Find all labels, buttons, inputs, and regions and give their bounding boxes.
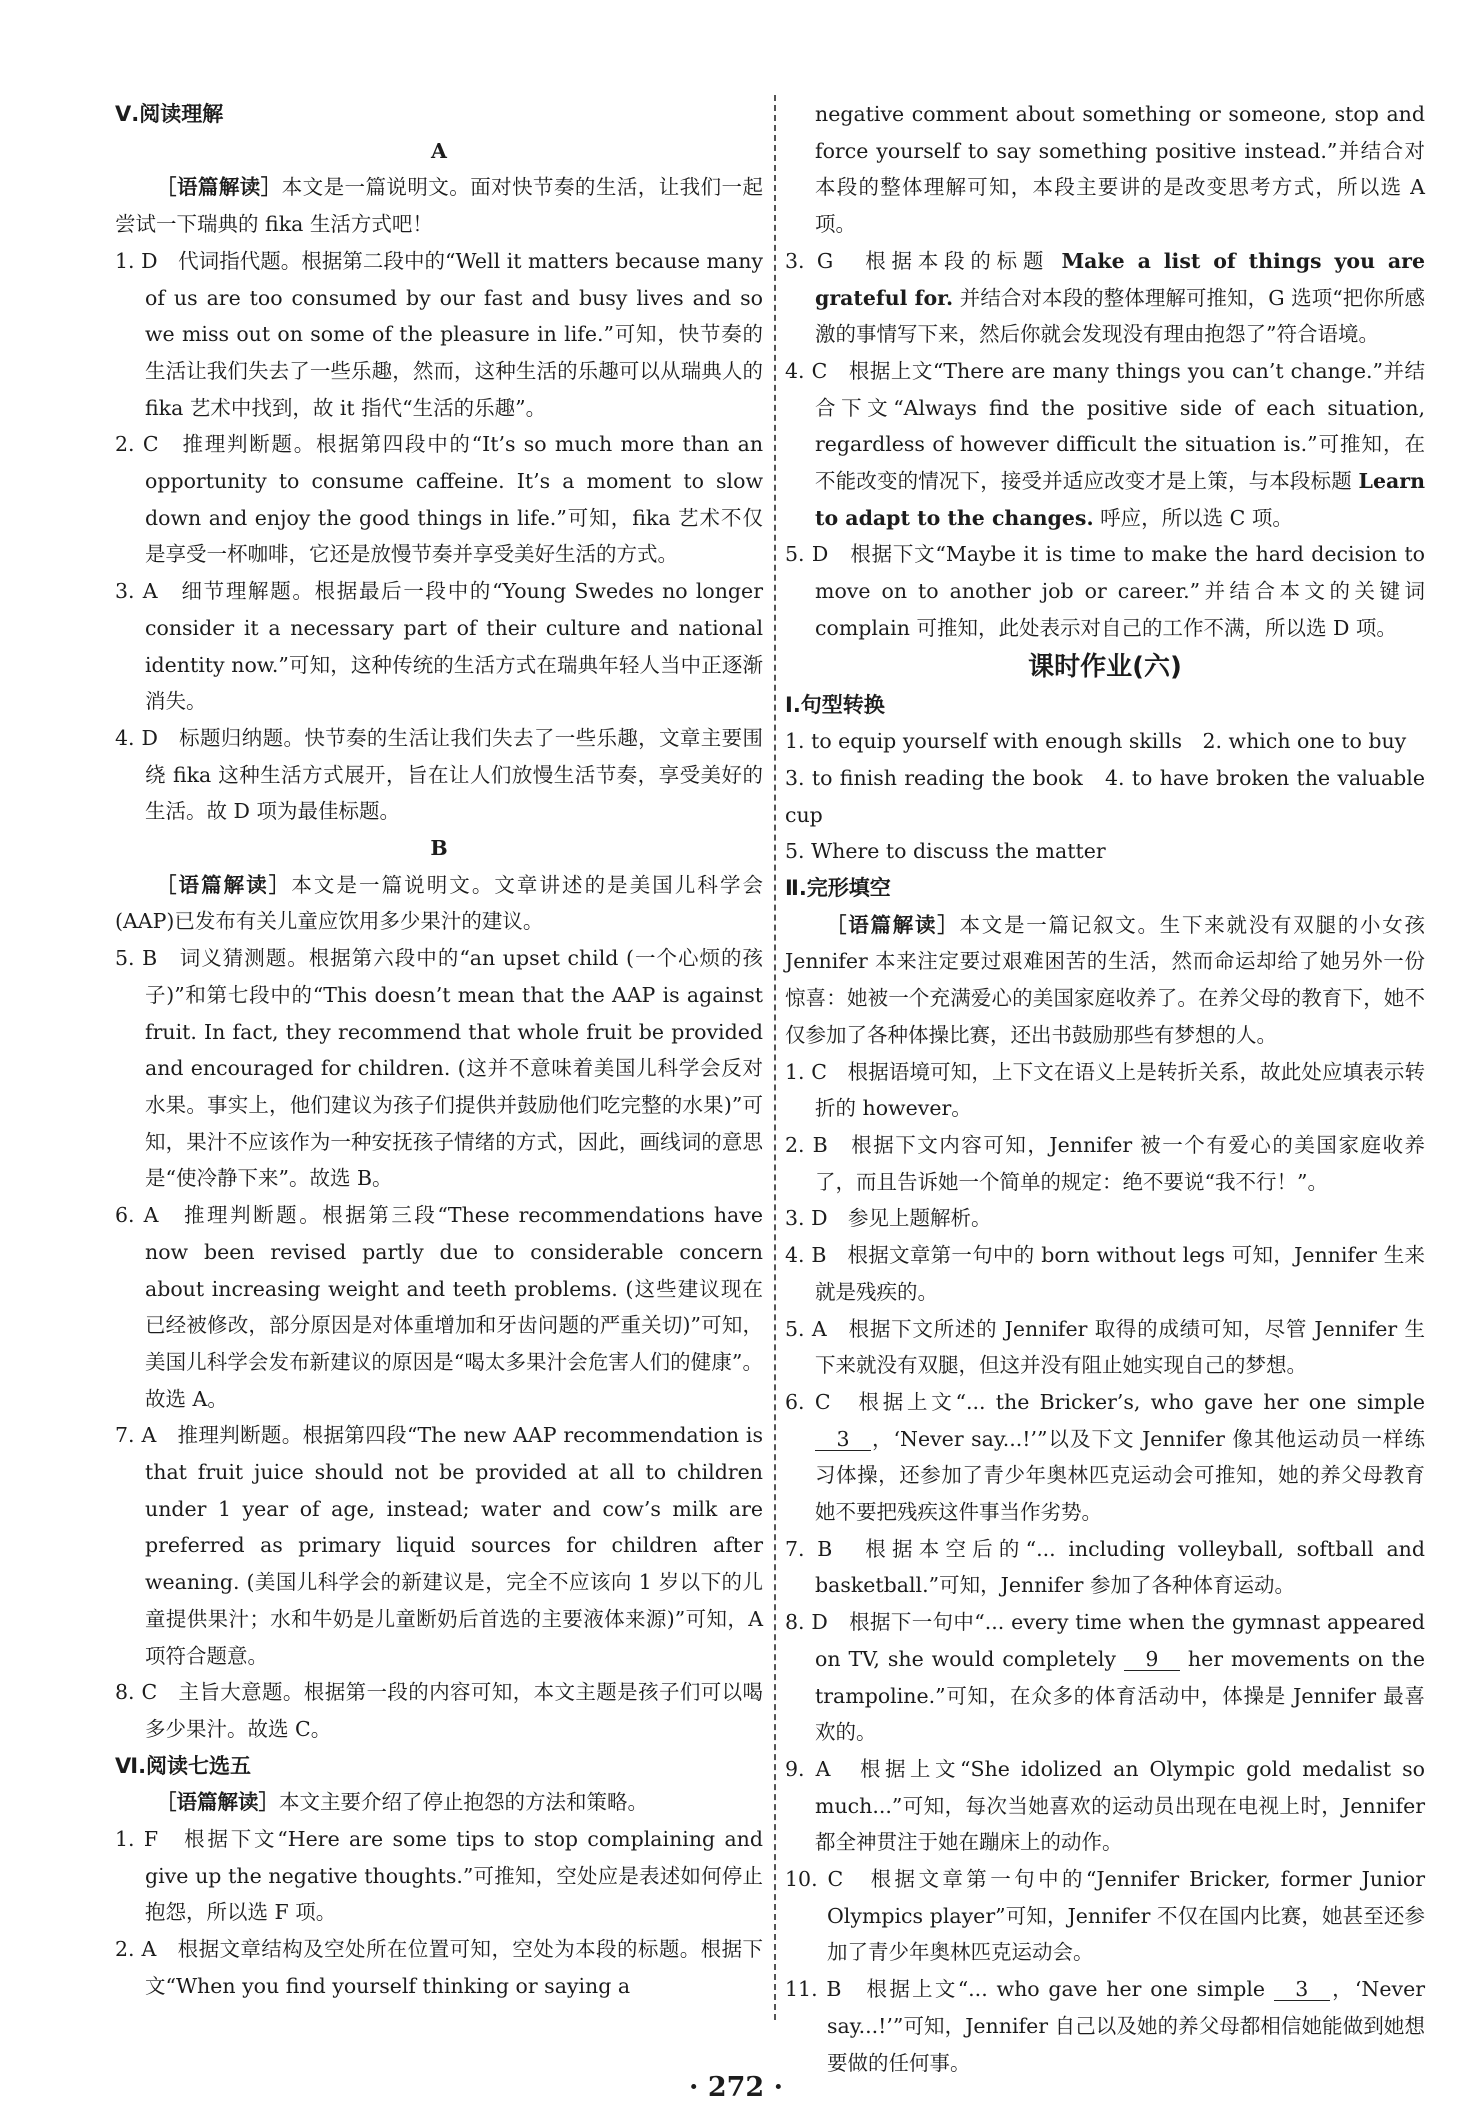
answer-item: 2. C 推理判断题。根据第四段中的“It’s so much more than an opportunity to consume caffeine. It’s a moment to slow down and enjoy the good things in life.”可知，fika 艺术不仅是享受一杯咖啡，它还是放慢节奏并享受美好生活的方式。 bbox=[115, 432, 764, 567]
sentence-answer-line: 3. to finish reading the book 4. to have broken the valuable cup bbox=[785, 765, 1425, 827]
answer-item: 3. A 细节理解题。根据最后一段中的“Young Swedes no longer consider it a necessary part of their culture and national identity now.”可知，这种传统的生活方式在瑞典年轻人当中正逐渐消失。 bbox=[115, 579, 763, 714]
answer-item: 5. D 根据下文“Maybe it is time to make the hard decision to move on to another job or career.”并结合本文的关键词 complain 可推知，此处表示对自己的工作不满，所以选 D 项。 bbox=[785, 542, 1426, 640]
answer-item: 7. A 推理判断题。根据第四段“The new AAP recommendation is that fruit juice should not be provided at all to children under 1 year of age, instead; water and cow’s milk are preferred as primary liquid sources for children after weaning. (美国儿科学会的新建议是，完全不应该向 1 岁以下的儿童提供果汁；水和牛奶是儿童断奶后首选的主要液体来源)”可知，A 项符合题意。 bbox=[115, 1423, 763, 1668]
answer-item: 1. F 根据下文“Here are some tips to stop complaining and give up the negative thoughts.”可推知，空处应是表述如何停止抱怨，所以选 F 项。 bbox=[115, 1827, 764, 1925]
left-column bbox=[115, 96, 763, 2005]
section-title-cloze: Ⅱ.完形填空 bbox=[785, 876, 891, 901]
passage-label-b: B bbox=[430, 836, 448, 861]
answer-item: 3. D 参见上题解析。 bbox=[785, 1206, 992, 1231]
answer-item: 6. C 根据上文“... the Bricker’s, who gave her one simple 3 ，‘Never say...!’”以及下文 Jennifer 像其他运动员一样练习体操，还参加了青少年奥林匹克运动会可推知，她的养父母教育她不要把残疾这件事当作劣势。 bbox=[785, 1389, 1426, 1525]
answer-item: 10. C 根据文章第一句中的“Jennifer Bricker, former Junior Olympics player”可知，Jennifer 不仅在国内比赛，她甚至还参加了青少年奥林匹克运动会。 bbox=[785, 1867, 1425, 1965]
intro-text: 本文是一篇记叙文。生下来就没有双腿的小女孩 Jennifer 本来注定要过艰难困苦的生活，然而命运却给了她另外一份惊喜：她被一个充满爱心的美国家庭收养了。在养父母的教育下，她不仅参加了各种体操比赛，还出书鼓励那些有梦想的人。 bbox=[785, 912, 1425, 1047]
answer-item: 1. C 根据语境可知，上下文在语义上是转折关系，故此处应填表示转折的 however。 bbox=[785, 1059, 1425, 1121]
answer-item: 8. C 主旨大意题。根据第一段的内容可知，本文主题是孩子们可以喝多少果汁。故选 C。 bbox=[115, 1680, 764, 1741]
intro-tag: ［语篇解读］ bbox=[826, 912, 960, 937]
intro-text: 本文主要介绍了停止抱怨的方法和策略。 bbox=[279, 1790, 648, 1815]
section-title-sentence-transform: Ⅰ.句型转换 bbox=[785, 692, 885, 717]
answer-item: 6. A 推理判断题。根据第三段“These recommendations have now been revised partly due to considerable concern about increasing weight and teeth problems. (这些建议现在已经被修改，部分原因是对体重增加和牙齿问题的严重关切)”可知，美国儿科学会发布新建议的原因是“喝太多果汁会危害人们的健康”。故选 A。 bbox=[115, 1203, 763, 1411]
answer-item: 4. B 根据文章第一句中的 born without legs 可知，Jennifer 生来就是残疾的。 bbox=[785, 1243, 1426, 1304]
fill-blank: 3 bbox=[815, 1428, 871, 1451]
section6-intro bbox=[115, 1784, 763, 1821]
answer-item: 3. G 根据本段的标题 Make a list of things you are grateful for. 并结合对本段的整体理解可推知，G 选项“把你所感激的事情写下来，然后你就会发现没有理由抱怨了”符合语境。 bbox=[785, 248, 1426, 347]
answer-item: 2. A 根据文章结构及空处所在位置可知，空处为本段的标题。根据下文“When you find yourself thinking or saying a bbox=[115, 1937, 764, 1998]
fill-blank: 9 bbox=[1124, 1648, 1180, 1671]
intro-tag: ［语篇解读］ bbox=[156, 872, 292, 897]
answer-item: 5. A 根据下文所述的 Jennifer 取得的成绩可知，尽管 Jennifer 生下来就没有双腿，但这并没有阻止她实现自己的梦想。 bbox=[785, 1316, 1425, 1378]
answer-item: 11. B 根据上文“... who gave her one simple 3 ，‘Never say...!’”可知，Jennifer 自己以及她的养父母都相信她能做到她想要做的任何事。 bbox=[785, 1977, 1425, 2075]
intro-tag: ［语篇解读］ bbox=[156, 175, 282, 200]
answer-item: 8. D 根据下一句中“... every time when the gymnast appeared on TV, she would completely 9 her movements on the trampoline.”可知，在众多的体育活动中，体操是 Jennifer 最喜欢的。 bbox=[785, 1610, 1426, 1745]
passage-label-a: A bbox=[431, 138, 447, 163]
fill-blank: 3 bbox=[1274, 1978, 1330, 2001]
lesson-title: 课时作业(六) bbox=[1028, 651, 1182, 682]
answer-item: 2. B 根据下文内容可知，Jennifer 被一个有爱心的美国家庭收养了，而且告诉她一个简单的规定：绝不要说“我不行！”。 bbox=[785, 1132, 1426, 1194]
section-title-reading: Ⅴ.阅读理解 bbox=[115, 102, 224, 126]
answer-item: 7. B 根据本空后的“... including volleyball, softball and basketball.”可知，Jennifer 参加了各种体育运动。 bbox=[785, 1536, 1425, 1598]
section-title-seven-choose-five: Ⅵ.阅读七选五 bbox=[115, 1753, 252, 1778]
intro-tag: ［语篇解读］ bbox=[156, 1790, 279, 1815]
intro-text: 本文是一篇说明文。面对快节奏的生活，让我们一起尝试一下瑞典的 fika 生活方式吧！ bbox=[115, 175, 764, 237]
column-divider bbox=[774, 95, 776, 2020]
passage-a-intro bbox=[115, 169, 763, 242]
cloze-intro bbox=[785, 907, 1425, 1054]
sentence-answer-line: 1. to equip yourself with enough skills 2. which one to buy bbox=[785, 729, 1407, 754]
answer-item: 4. D 标题归纳题。快节奏的生活让我们失去了一些乐趣，文章主要围绕 fika 这种生活方式展开，旨在让人们放慢生活节奏，享受美好的生活。故 D 项为最佳标题。 bbox=[115, 725, 764, 824]
page-number: · 272 · bbox=[689, 2072, 783, 2103]
answer-item: 1. D 代词指代题。根据第二段中的“Well it matters because many of us are too consumed by our fast and busy lives and so we miss out on some of the pleasure in life.”可知，快节奏的生活让我们失去了一些乐趣，然而，这种生活的乐趣可以从瑞典人的 fika 艺术中找到，故 it 指代“生活的乐趣”。 bbox=[115, 248, 763, 420]
right-column bbox=[785, 96, 1425, 2081]
answer-continuation: negative comment about something or someone, stop and force yourself to say something positive instead.”并结合对本段的整体理解可知，本段主要讲的是改变思考方式，所以选 A 项。 bbox=[815, 102, 1425, 237]
passage-b-intro bbox=[115, 867, 763, 940]
answer-item: 5. B 词义猜测题。根据第六段中的“an upset child (一个心烦的孩子)”和第七段中的“This doesn’t mean that the AAP is against fruit. In fact, they recommend that whole fruit be provided and encouraged for children. (这并不意味着美国儿科学会反对水果。事实上，他们建议为孩子们提供并鼓励他们吃完整的水果)”可知，果汁不应该作为一种安抚孩子情绪的方式，因此，画线词的意思是“使冷静下来”。故选 B。 bbox=[115, 946, 764, 1191]
intro-text: 本文是一篇说明文。文章讲述的是美国儿科学会(AAP)已发布有关儿童应饮用多少果汁的建议。 bbox=[115, 872, 764, 934]
answer-item: 9. A 根据上文“She idolized an Olympic gold medalist so much...”可知，每次当她喜欢的运动员出现在电视上时，Jennifer 都全神贯注于她在蹦床上的动作。 bbox=[785, 1756, 1425, 1855]
sentence-answer-line: 5. Where to discuss the matter bbox=[785, 839, 1106, 864]
answer-item: 4. C 根据上文“There are many things you can’t change.”并结合下文“Always find the positive side of each situation, regardless of however difficult the situation is.”可推知，在不能改变的情况下，接受并适应改变才是上策，与本段标题 Learn to adapt to the changes. 呼应，所以选 C 项。 bbox=[785, 358, 1426, 530]
